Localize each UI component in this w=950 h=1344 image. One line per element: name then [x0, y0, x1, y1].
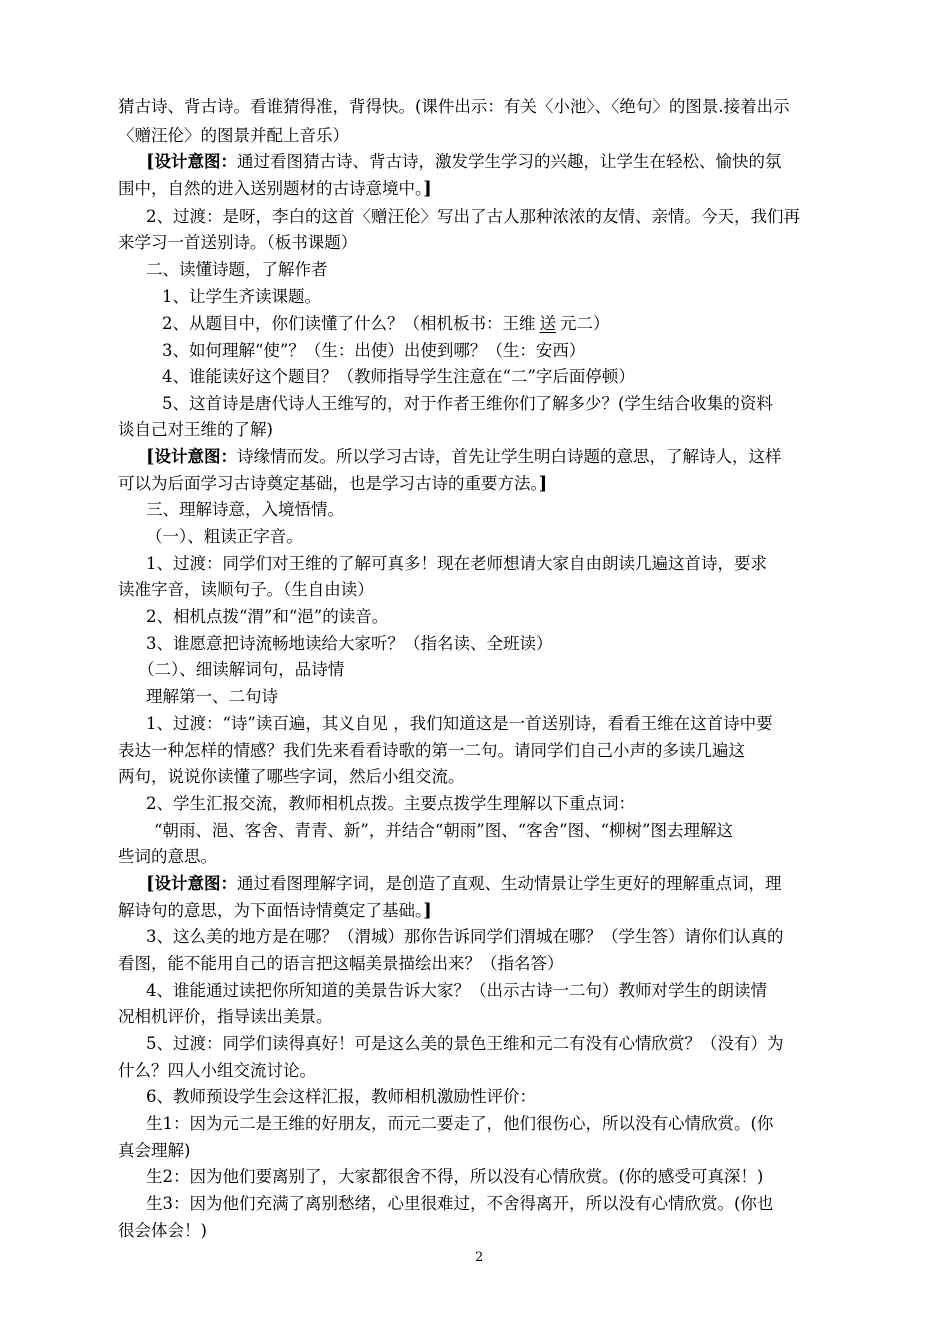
text-segment: 元二） — [560, 314, 610, 333]
text-line: 1、让学生齐读课题。 — [162, 287, 321, 306]
subsection-heading: （二）、细读解词句，品诗情 — [138, 660, 345, 679]
open-bracket: [ — [146, 151, 155, 172]
text-line: 谈自己对王维的了解) — [118, 420, 273, 439]
text-line: 3、谁愿意把诗流畅地读给大家听？（指名读、全班读） — [146, 634, 553, 653]
text-line: “朝雨、浥、客舍、青青、新”，并结合“朝雨”图、“客舍”图、“柳树”图去理解这 — [154, 821, 733, 840]
design-intent-block — [146, 151, 782, 173]
text-line: 生3：因为他们充满了离别愁绪，心里很难过，不舍得离开，所以没有心情欣赏。(你也 — [146, 1194, 774, 1213]
text-line: 表达一种怎样的情感？我们先来看看诗歌的第一二句。请同学们自己小声的多读几遍这 — [118, 741, 745, 760]
text-line: 况相机评价，指导读出美景。 — [118, 1007, 333, 1026]
text-line: 1、过渡：同学们对王维的了解可真多！现在老师想请大家自由朗读几遍这首诗，要求 — [146, 554, 767, 573]
text-line: 4、谁能通过读把你所知道的美景告诉大家？（出示古诗一二句）教师对学生的朗读情 — [146, 981, 767, 1000]
text-line: 3、如何理解“使”？（生：出使）出使到哪？（生：安西） — [162, 341, 586, 360]
text-line: 5、这首诗是唐代诗人王维写的，对于作者王维你们了解多少？(学生结合收集的资料 — [162, 394, 773, 413]
text-line: 看图，能不能用自己的语言把这幅美景描绘出来？（指名答） — [118, 954, 564, 973]
text-line: 生2：因为他们要离别了，大家都很舍不得，所以没有心情欣赏。(你的感受可真深！) — [146, 1167, 764, 1186]
text-line: 2、相机点拨“渭”和“浥”的读音。 — [146, 607, 389, 626]
text-line: 〈赠汪伦〉的图景并配上音乐） — [118, 126, 349, 145]
subsection-heading: （一）、粗读正字音。 — [146, 527, 303, 546]
open-bracket: [ — [146, 446, 155, 467]
text-line: 6、教师预设学生会这样汇报，教师相机激励性评价： — [146, 1087, 536, 1106]
underlined-word: 送 — [539, 314, 556, 333]
text-line: 可以为后面学习古诗奠定基础，也是学习古诗的重要方法。 — [118, 474, 539, 493]
text-line: 读准字音，读顺句子。（生自由读） — [118, 580, 374, 599]
text-line: 很会体会！) — [118, 1221, 207, 1240]
text-line: 理解第一、二句诗 — [146, 687, 278, 706]
text-line: 诗缘情而发。所以学习古诗，首先让学生明白诗题的意思，了解诗人，这样 — [237, 447, 782, 466]
text-line: 些词的意思。 — [118, 847, 217, 866]
text-segment: 2、从题目中，你们读懂了什么？（相机板书：王维 — [162, 314, 536, 333]
close-bracket: ] — [538, 473, 548, 494]
text-line: 两句，说说你读懂了哪些字词，然后小组交流。 — [118, 767, 465, 786]
design-intent-label: 设计意图： — [154, 447, 238, 466]
text-line: 3、这么美的地方是在哪？（渭城）那你告诉同学们渭城在哪？（学生答）请你们认真的 — [146, 927, 784, 946]
text-line: 4、谁能读好这个题目？（教师指导学生注意在“二”字后面停顿） — [162, 367, 635, 386]
open-bracket: [ — [146, 873, 155, 894]
page-number: 2 — [475, 1250, 484, 1265]
text-line: 生1：因为元二是王维的好朋友，而元二要走了，他们很伤心，所以没有心情欣赏。(你 — [146, 1114, 774, 1133]
text-line: 围中，自然的进入送别题材的古诗意境中。 — [118, 179, 424, 198]
design-intent-block — [146, 873, 782, 895]
design-intent-block — [118, 178, 432, 200]
close-bracket: ] — [423, 178, 432, 199]
text-line: 解诗句的意思，为下面悟诗情奠定了基础。 — [118, 901, 424, 920]
close-bracket: ] — [423, 900, 432, 921]
design-intent-block — [118, 473, 547, 495]
design-intent-label: 设计意图： — [154, 874, 238, 893]
design-intent-block — [146, 446, 782, 468]
text-line: 通过看图理解字词，是创造了直观、生动情景让学生更好的理解重点词，理 — [237, 874, 782, 893]
text-line: 真会理解) — [118, 1141, 191, 1160]
text-line: 什么？四人小组交流讨论。 — [118, 1061, 316, 1080]
text-line: 2、学生汇报交流，教师相机点拨。主要点拨学生理解以下重点词： — [146, 794, 635, 813]
text-line: 1、过渡：“诗”读百遍，其义自见 ，我们知道这是一首送别诗，看看王维在这首诗中要 — [146, 714, 773, 733]
text-line: 猜古诗、背古诗。看谁猜得准，背得快。(课件出示：有关〈小池〉、〈绝句〉的图景.接着出示 — [118, 97, 790, 116]
design-intent-block — [118, 900, 432, 922]
text-line: 5、过渡：同学们读得真好！可是这么美的景色王维和元二有没有心情欣赏？（没有）为 — [146, 1034, 784, 1053]
section-heading: 二、读懂诗题，了解作者 — [146, 260, 328, 279]
text-line: 2、过渡：是呀，李白的这首〈赠汪伦〉写出了古人那种浓浓的友情、亲情。今天，我们再 — [146, 207, 800, 226]
section-heading: 三、理解诗意，入境悟情。 — [146, 500, 344, 519]
design-intent-label: 设计意图： — [154, 152, 238, 171]
text-line — [162, 313, 610, 335]
text-line: 来学习一首送别诗。（板书课题） — [118, 233, 358, 252]
text-line: 通过看图猜古诗、背古诗，激发学生学习的兴趣，让学生在轻松、愉快的氛 — [237, 152, 782, 171]
